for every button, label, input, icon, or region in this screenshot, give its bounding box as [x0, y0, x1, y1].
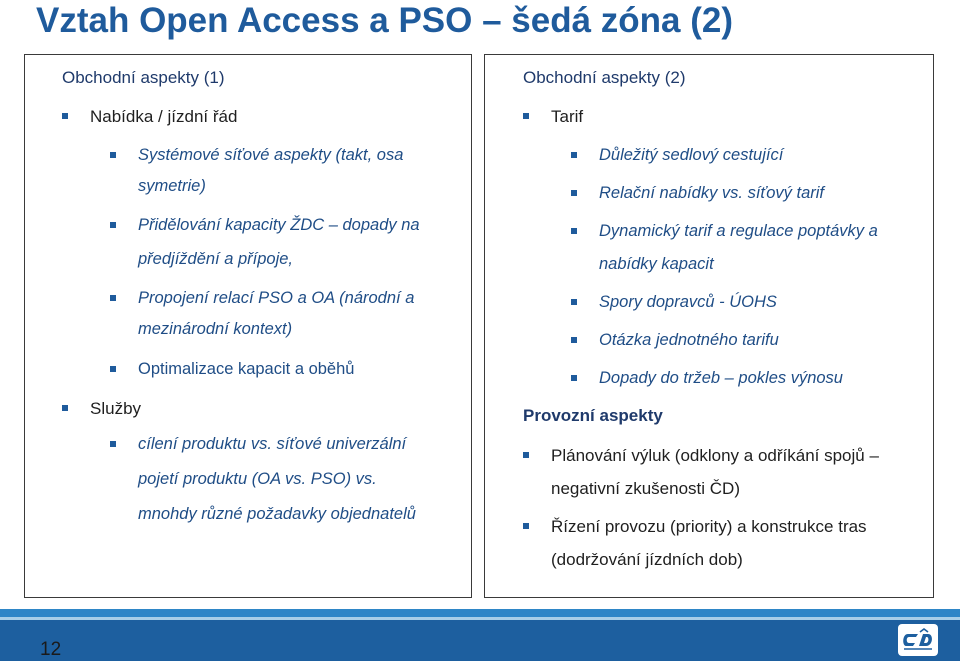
bullet-icon — [110, 441, 116, 447]
footer-band — [0, 620, 960, 661]
left-item-services: Služby — [90, 399, 142, 418]
left-item-capacity-1: Přidělování kapacity ŽDC – dopady na — [138, 216, 420, 234]
right-item-unified: Otázka jednotného tarifu — [599, 331, 779, 349]
right-heading-operations: Provozní aspekty — [523, 406, 663, 425]
right-item-closures-2: negativní zkušenosti ČD) — [551, 479, 740, 498]
right-item-relation: Relační nabídky vs. síťový tarif — [599, 184, 825, 202]
left-heading: Obchodní aspekty (1) — [62, 68, 225, 87]
bullet-icon — [110, 295, 116, 301]
left-item-link-2: mezinárodní kontext) — [138, 320, 293, 338]
slide-title: Vztah Open Access a PSO – šedá zóna (2) — [36, 1, 734, 40]
bullet-icon — [571, 337, 577, 343]
cd-logo-icon — [898, 624, 938, 661]
right-item-control-2: (dodržování jízdních dob) — [551, 550, 743, 569]
bullet-icon — [571, 190, 577, 196]
left-item-link-1: Propojení relací PSO a OA (národní a — [138, 289, 415, 307]
bullet-icon — [571, 375, 577, 381]
bullet-icon — [110, 366, 116, 372]
left-item-target-2: pojetí produktu (OA vs. PSO) vs. — [138, 470, 377, 488]
bullet-icon — [110, 152, 116, 158]
bullet-icon — [523, 113, 529, 119]
right-item-disputes: Spory dopravců - ÚOHS — [599, 293, 777, 311]
bullet-icon — [62, 113, 68, 119]
right-item-control-1: Řízení provozu (priority) a konstrukce tras — [551, 517, 867, 536]
right-item-saddle: Důležitý sedlový cestující — [599, 146, 784, 164]
right-heading: Obchodní aspekty (2) — [523, 68, 686, 87]
right-item-dynamic-2: nabídky kapacit — [599, 255, 714, 273]
bullet-icon — [110, 222, 116, 228]
bullet-icon — [62, 405, 68, 411]
footer-accent-bar — [0, 609, 960, 617]
bullet-icon — [571, 228, 577, 234]
right-item-closures-1: Plánování výluk (odklony a odříkání spojů – — [551, 446, 879, 465]
bullet-icon — [571, 299, 577, 305]
left-item-offer: Nabídka / jízdní řád — [90, 107, 238, 126]
right-item-revenue: Dopady do tržeb – pokles výnosu — [599, 369, 843, 387]
right-item-tariff: Tarif — [551, 107, 584, 126]
left-item-optimization: Optimalizace kapacit a oběhů — [138, 360, 355, 378]
page-number: 12 — [40, 639, 62, 660]
bullet-icon — [571, 152, 577, 158]
bullet-icon — [523, 523, 529, 529]
left-item-system-1: Systémové síťové aspekty (takt, osa — [138, 146, 404, 164]
left-item-system-2: symetrie) — [138, 177, 206, 195]
left-item-target-3: mnohdy různé požadavky objednatelů — [138, 505, 416, 523]
bullet-icon — [523, 452, 529, 458]
left-item-capacity-2: předjíždění a přípoje, — [138, 250, 294, 268]
right-item-dynamic-1: Dynamický tarif a regulace poptávky a — [599, 222, 878, 240]
left-item-target-1: cílení produktu vs. síťové univerzální — [138, 435, 407, 453]
